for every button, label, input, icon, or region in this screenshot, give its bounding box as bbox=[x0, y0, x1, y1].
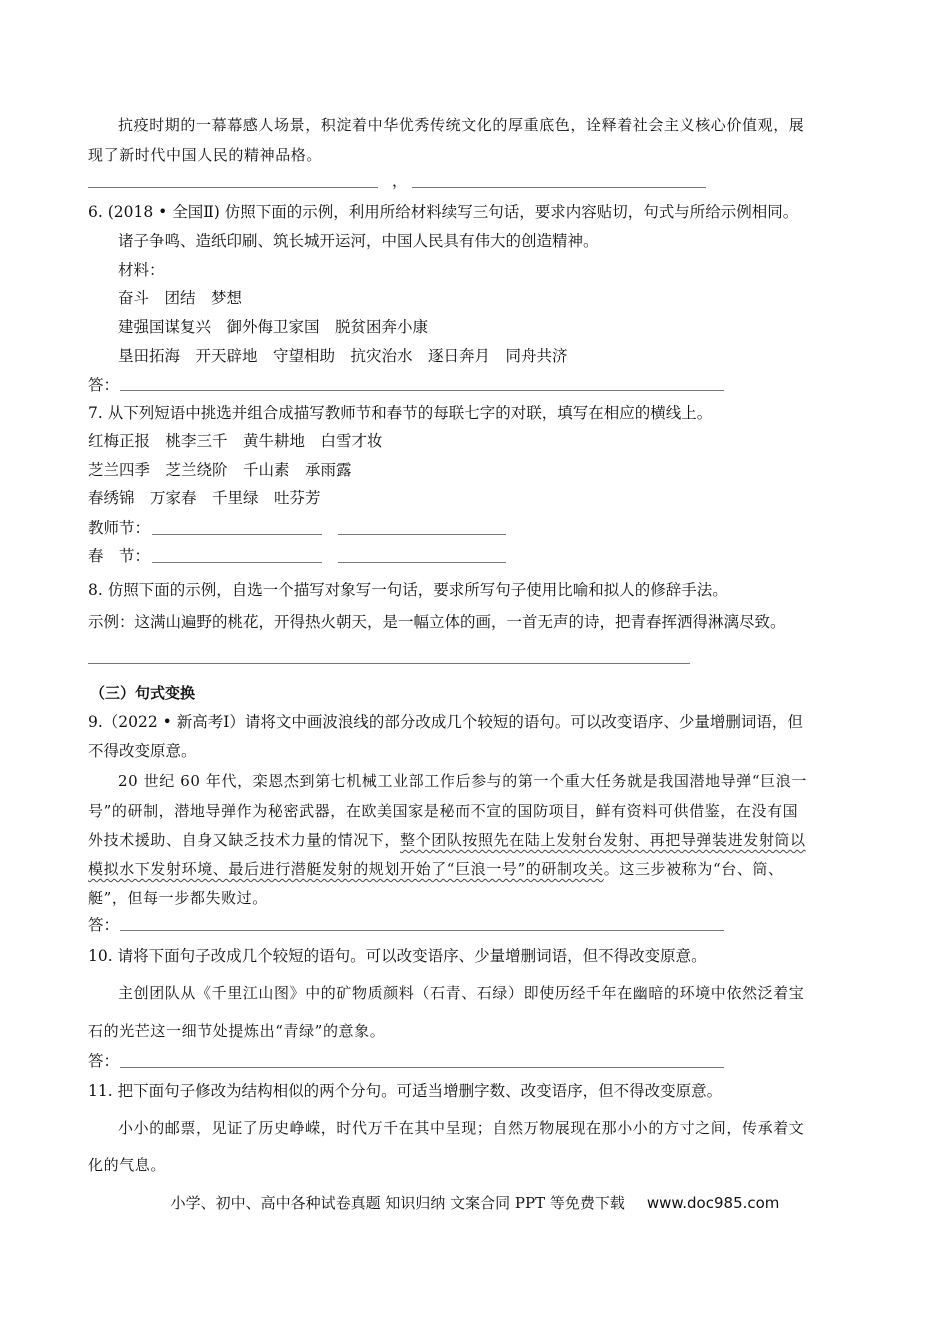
section-title: （三）句式变换 bbox=[90, 684, 196, 702]
q6-material-row: 奋斗 团结 梦想 bbox=[118, 289, 243, 307]
q9-wavy-underlined-text: 整个团队按照先在陆上发射台发射、再把导弹装进发射筒以 bbox=[400, 831, 806, 849]
q9-passage-line: 号”的研制，潜地导弹作为秘密武器，在欧美国家是秘而不宣的国防项目，鲜有资料可供借鉴，在没有国 bbox=[88, 802, 799, 820]
q10-prompt: 10. 请将下面句子改成几个较短的语句。可以改变语序、少量增删词语，但不得改变原意。 bbox=[88, 947, 707, 965]
q9-passage-line: 20 世纪 60 年代，栾恩杰到第七机械工业部工作后参与的第一个重大任务就是我国潜地导弹“巨浪一 bbox=[118, 772, 807, 790]
q9-passage-line bbox=[88, 829, 806, 851]
q7-phrase-row: 春绣锦 万家春 千里绿 吐芬芳 bbox=[88, 489, 321, 507]
q9-passage-plain: 外技术援助、自身又缺乏技术力量的情况下， bbox=[88, 831, 401, 849]
intro-answer-blank-1[interactable] bbox=[88, 187, 378, 188]
q6-material-row: 建强国谋复兴 御外侮卫家国 脱贫困奔小康 bbox=[118, 318, 429, 336]
q9-passage-line: 艇”，但每一步都失败过。 bbox=[88, 889, 268, 907]
q9-answer-blank[interactable] bbox=[120, 930, 724, 931]
q10-answer-label: 答： bbox=[88, 1052, 120, 1070]
q9-passage-line bbox=[88, 858, 784, 880]
q9-answer-label: 答： bbox=[88, 916, 120, 934]
q6-material-row: 垦田拓海 开天辟地 守望相助 抗灾治水 逐日奔月 同舟共济 bbox=[118, 347, 568, 365]
q10-passage-line: 主创团队从《千里江山图》中的矿物质颜料（石青、石绿）即使历经千年在幽暗的环境中依然泛着宝 bbox=[118, 984, 805, 1002]
q7-teacher-blank-1[interactable] bbox=[152, 534, 322, 535]
footer-text: 小学、初中、高中各种试卷真题 知识归纳 文案合同 PPT 等免费下载 bbox=[170, 1194, 625, 1212]
q7-phrase-row: 红梅正报 桃李三千 黄牛耕地 白雪才妆 bbox=[88, 432, 383, 450]
q6-answer-blank[interactable] bbox=[120, 390, 724, 391]
q10-answer-blank[interactable] bbox=[120, 1067, 724, 1068]
intro-line-2: 现了新时代中国人民的精神品格。 bbox=[88, 146, 323, 164]
q11-passage-line: 小小的邮票，见证了历史峥嵘，时代万千在其中呈现；自然万物展现在那小小的方寸之间，传承着文 bbox=[118, 1119, 805, 1137]
q7-teacher-blank-2[interactable] bbox=[338, 534, 506, 535]
q8-prompt: 8. 仿照下面的示例，自选一个描写对象写一句话，要求所写句子使用比喻和拟人的修辞手法。 bbox=[88, 581, 728, 599]
q7-spring-blank-2[interactable] bbox=[338, 562, 506, 563]
q6-material-label: 材料： bbox=[118, 261, 165, 279]
q9-prompt-line-2: 不得改变原意。 bbox=[88, 742, 197, 760]
q7-phrase-row: 芝兰四季 芝兰绕阶 千山素 承雨露 bbox=[88, 461, 352, 479]
q9-passage-plain: 。这三步被称为“台、筒、 bbox=[603, 860, 784, 878]
q6-answer-label: 答： bbox=[88, 376, 120, 394]
q6-prompt: 6. (2018 • 全国Ⅱ) 仿照下面的示例，利用所给材料续写三句话，要求内容贴切，句式与所给示例相同。 bbox=[88, 203, 799, 221]
q11-passage-line: 化的气息。 bbox=[88, 1156, 167, 1174]
q8-answer-blank[interactable] bbox=[88, 663, 690, 664]
q7-spring-label: 春 节： bbox=[88, 547, 151, 565]
q7-teacher-label: 教师节： bbox=[88, 519, 151, 537]
q10-passage-line: 石的光芒这一细节处提炼出“青绿”的意象。 bbox=[88, 1022, 386, 1040]
q8-example: 示例：这满山遍野的桃花，开得热火朝天，是一幅立体的画，一首无声的诗，把青春挥洒得淋漓尽致。 bbox=[88, 613, 786, 631]
q6-example: 诸子争鸣、造纸印刷、筑长城开运河，中国人民具有伟大的创造精神。 bbox=[118, 232, 599, 250]
intro-answer-comma: ， bbox=[392, 172, 408, 190]
q7-spring-blank-1[interactable] bbox=[152, 562, 322, 563]
page-footer bbox=[0, 1192, 950, 1214]
intro-line-1: 抗疫时期的一幕幕感人场景，积淀着中华优秀传统文化的厚重底色，诠释着社会主义核心价值观，展 bbox=[118, 116, 805, 134]
q9-prompt-line-1: 9.（2022 • 新高考Ⅰ）请将文中画波浪线的部分改成几个较短的语句。可以改变语序、少量增删词语，但 bbox=[88, 713, 803, 731]
intro-answer-blank-2[interactable] bbox=[412, 187, 706, 188]
q7-prompt: 7. 从下列短语中挑选并组合成描写教师节和春节的每联七字的对联，填写在相应的横线上。 bbox=[88, 404, 713, 422]
q9-wavy-underlined-text: 模拟水下发射环境、最后进行潜艇发射的规划开始了“巨浪一号”的研制攻关 bbox=[88, 860, 604, 878]
q11-prompt: 11. 把下面句子修改为结构相似的两个分句。可适当增删字数、改变语序，但不得改变原意。 bbox=[88, 1082, 723, 1100]
footer-link[interactable]: www.doc985.com bbox=[646, 1194, 780, 1212]
